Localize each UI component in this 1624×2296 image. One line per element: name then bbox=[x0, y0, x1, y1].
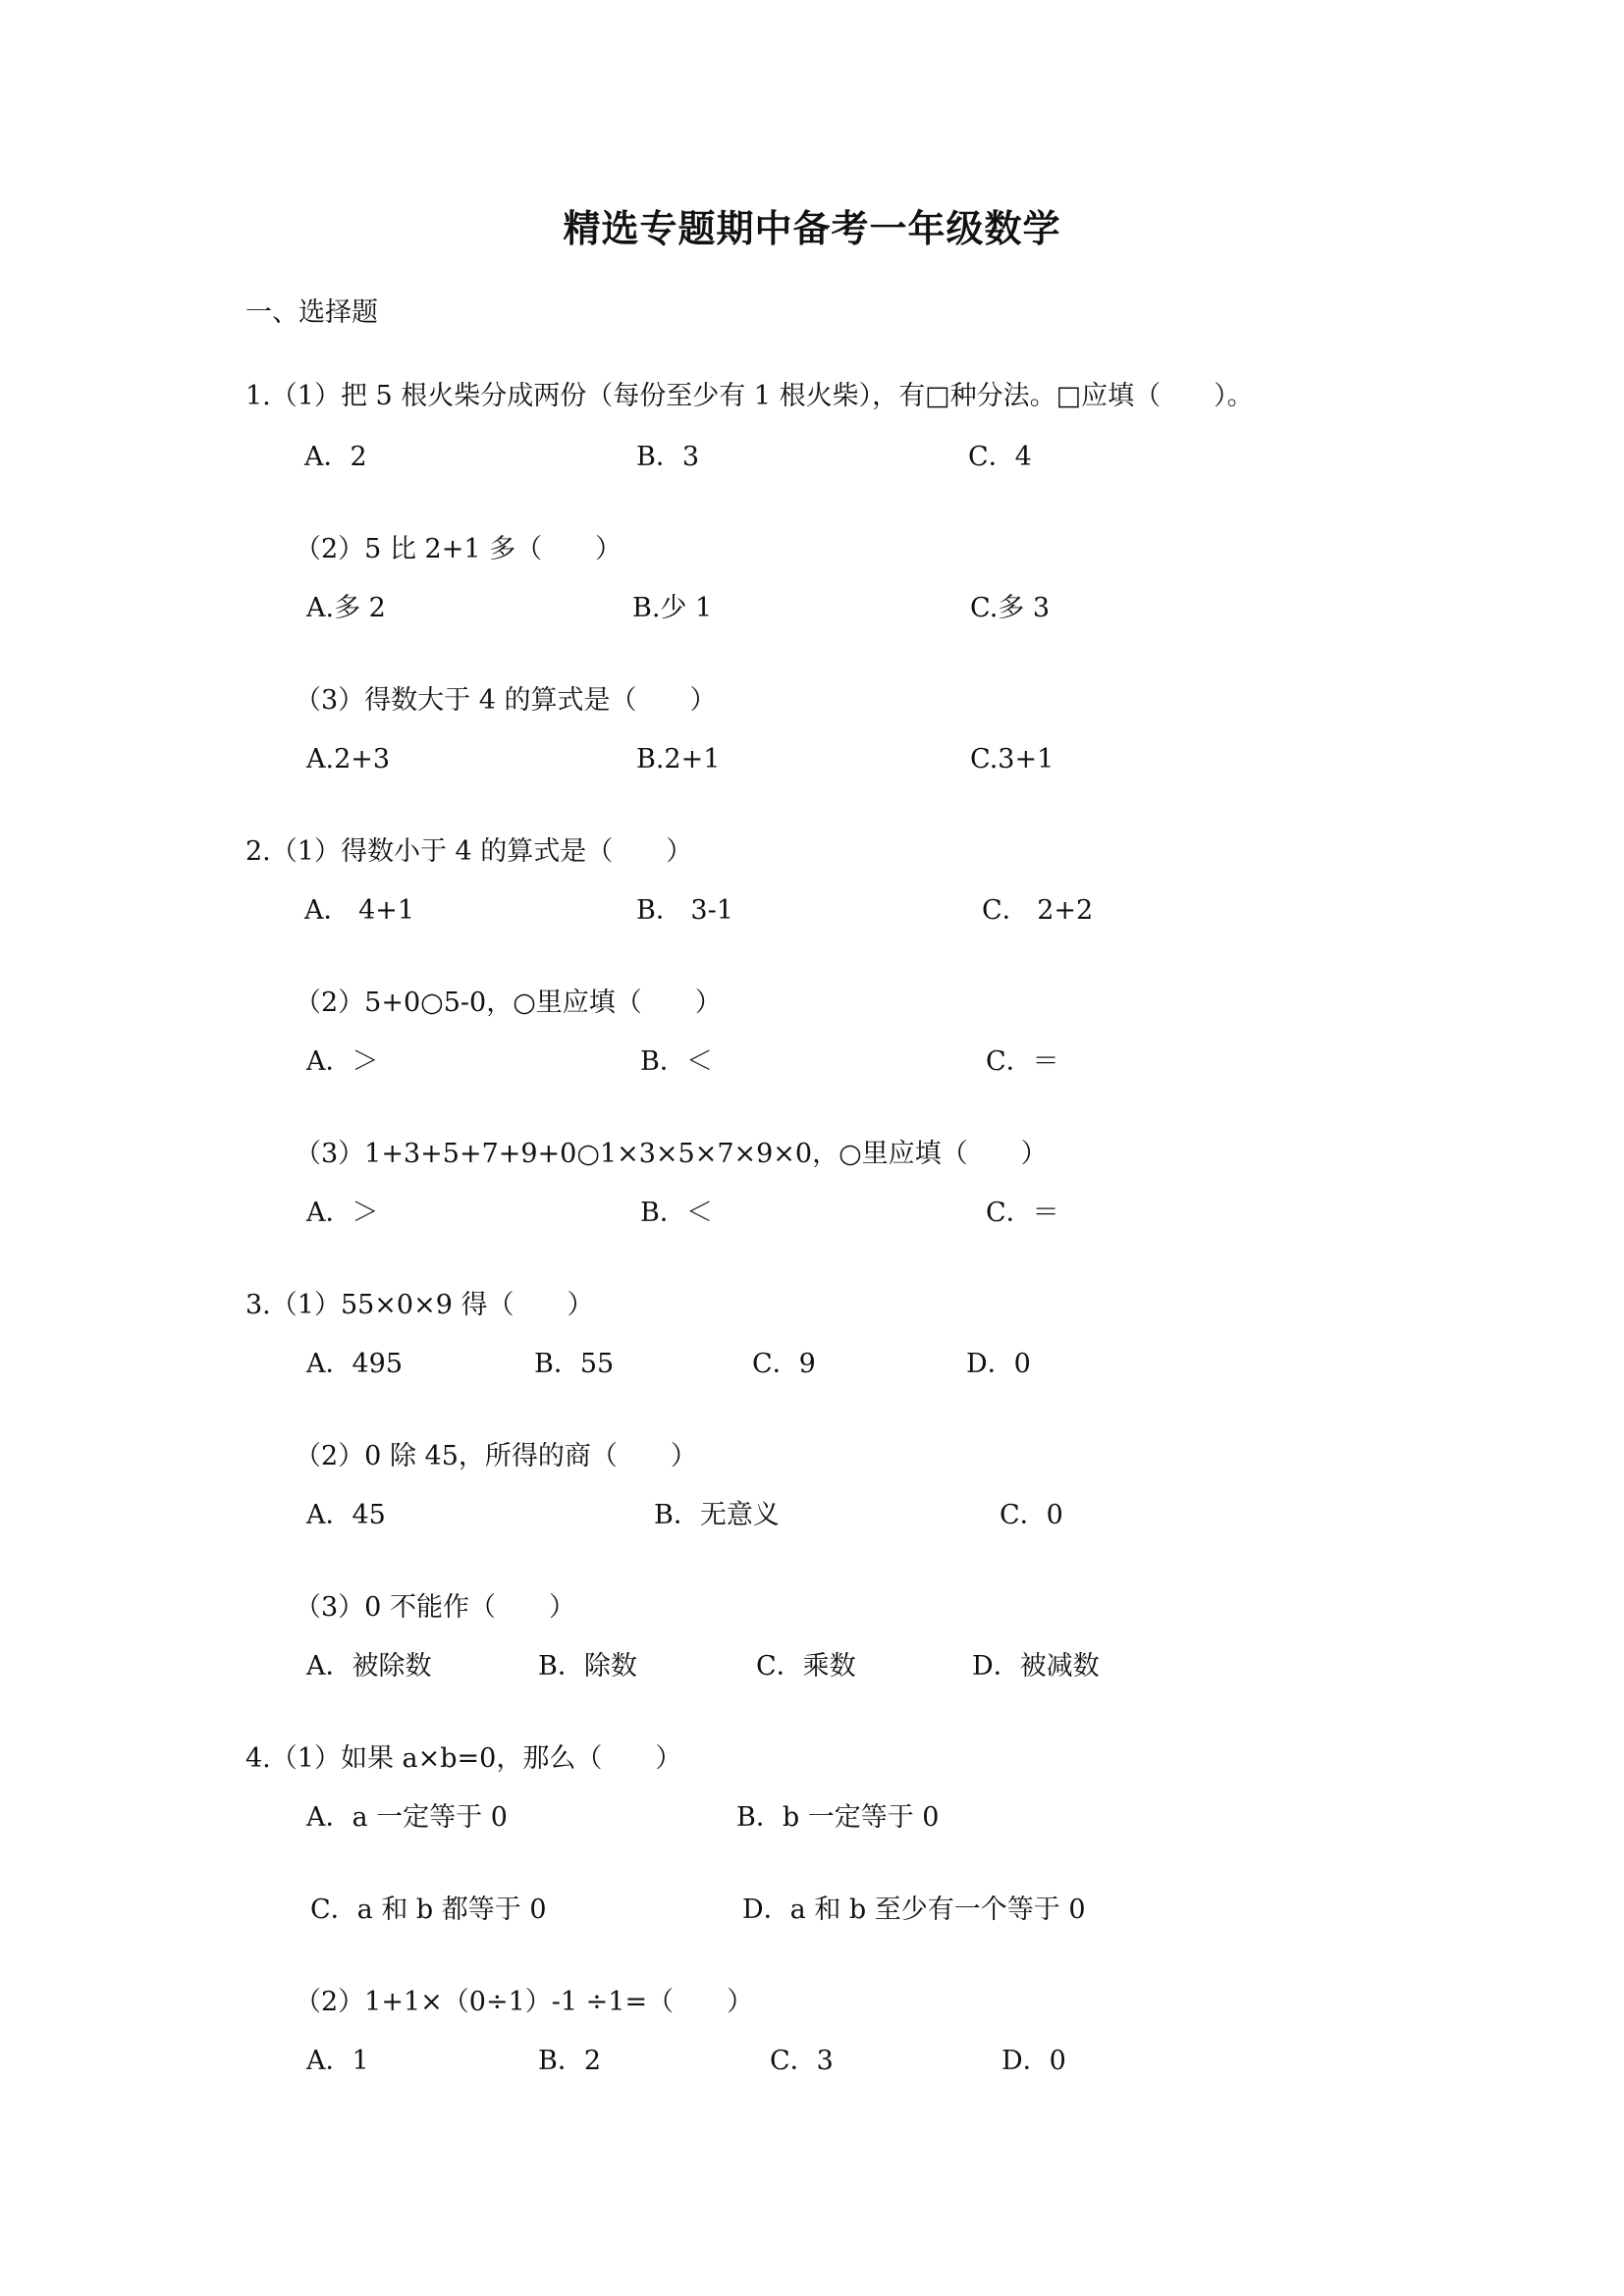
option-a: A．＞ bbox=[306, 1046, 379, 1077]
question-stem: 2.（1）得数小于 4 的算式是（ ） bbox=[245, 836, 693, 867]
option-c: C．＝ bbox=[986, 1198, 1059, 1228]
option-d: D．0 bbox=[1001, 2046, 1066, 2076]
section-heading: 一、选择题 bbox=[245, 297, 378, 328]
option-c: C．4 bbox=[968, 442, 1032, 472]
option-b: B．b 一定等于 0 bbox=[736, 1802, 940, 1833]
question-stem: （2）5+0○5-0，○里应填（ ） bbox=[295, 988, 722, 1018]
option-c: C．0 bbox=[1000, 1500, 1063, 1530]
question-stem: （2）1+1×（0÷1）-1 ÷1=（ ） bbox=[295, 1987, 754, 2017]
option-b: B．除数 bbox=[538, 1651, 637, 1682]
option-d: D．被减数 bbox=[972, 1651, 1100, 1682]
page-title: 精选专题期中备考一年级数学 bbox=[563, 206, 1061, 250]
option-b: B． 3-1 bbox=[636, 895, 733, 926]
option-c: C.3+1 bbox=[970, 744, 1055, 774]
option-d: D．0 bbox=[966, 1349, 1031, 1379]
option-c: C．＝ bbox=[986, 1046, 1059, 1077]
option-c: C．9 bbox=[752, 1349, 816, 1379]
option-c: C．3 bbox=[770, 2046, 834, 2076]
option-d: D．a 和 b 至少有一个等于 0 bbox=[742, 1895, 1086, 1925]
option-a: A．45 bbox=[306, 1500, 386, 1530]
option-c: C.多 3 bbox=[970, 593, 1051, 623]
option-b: B．＜ bbox=[640, 1046, 713, 1077]
option-a: A．2 bbox=[304, 442, 367, 472]
option-c: C．a 和 b 都等于 0 bbox=[310, 1895, 547, 1925]
option-b: B．55 bbox=[534, 1349, 615, 1379]
option-a: A.多 2 bbox=[306, 593, 386, 623]
option-a: A．＞ bbox=[306, 1198, 379, 1228]
option-b: B．2 bbox=[538, 2046, 602, 2076]
option-a: A．被除数 bbox=[306, 1651, 432, 1682]
question-stem: （3）0 不能作（ ） bbox=[295, 1592, 575, 1623]
option-b: B.少 1 bbox=[632, 593, 713, 623]
question-stem: 1.（1）把 5 根火柴分成两份（每份至少有 1 根火柴），有□种分法。□应填（ ）。 bbox=[245, 381, 1254, 411]
option-a: A．1 bbox=[306, 2046, 369, 2076]
question-stem: 4.（1）如果 a×b=0，那么（ ） bbox=[245, 1743, 682, 1774]
option-a: A．a 一定等于 0 bbox=[306, 1802, 508, 1833]
question-stem: （3）1+3+5+7+9+0○1×3×5×7×9×0，○里应填（ ） bbox=[295, 1139, 1048, 1169]
question-stem: （2）0 除 45，所得的商（ ） bbox=[295, 1441, 697, 1471]
question-stem: （2）5 比 2+1 多（ ） bbox=[295, 534, 623, 564]
question-stem: 3.（1）55×0×9 得（ ） bbox=[245, 1290, 594, 1320]
option-b: B．＜ bbox=[640, 1198, 713, 1228]
option-a: A． 4+1 bbox=[304, 895, 415, 926]
option-b: B．无意义 bbox=[654, 1500, 780, 1530]
option-a: A．495 bbox=[306, 1349, 404, 1379]
question-stem: （3）得数大于 4 的算式是（ ） bbox=[295, 685, 717, 716]
option-a: A.2+3 bbox=[306, 744, 391, 774]
option-c: C．乘数 bbox=[756, 1651, 856, 1682]
option-c: C． 2+2 bbox=[982, 895, 1094, 926]
option-b: B.2+1 bbox=[636, 744, 721, 774]
option-b: B．3 bbox=[636, 442, 700, 472]
